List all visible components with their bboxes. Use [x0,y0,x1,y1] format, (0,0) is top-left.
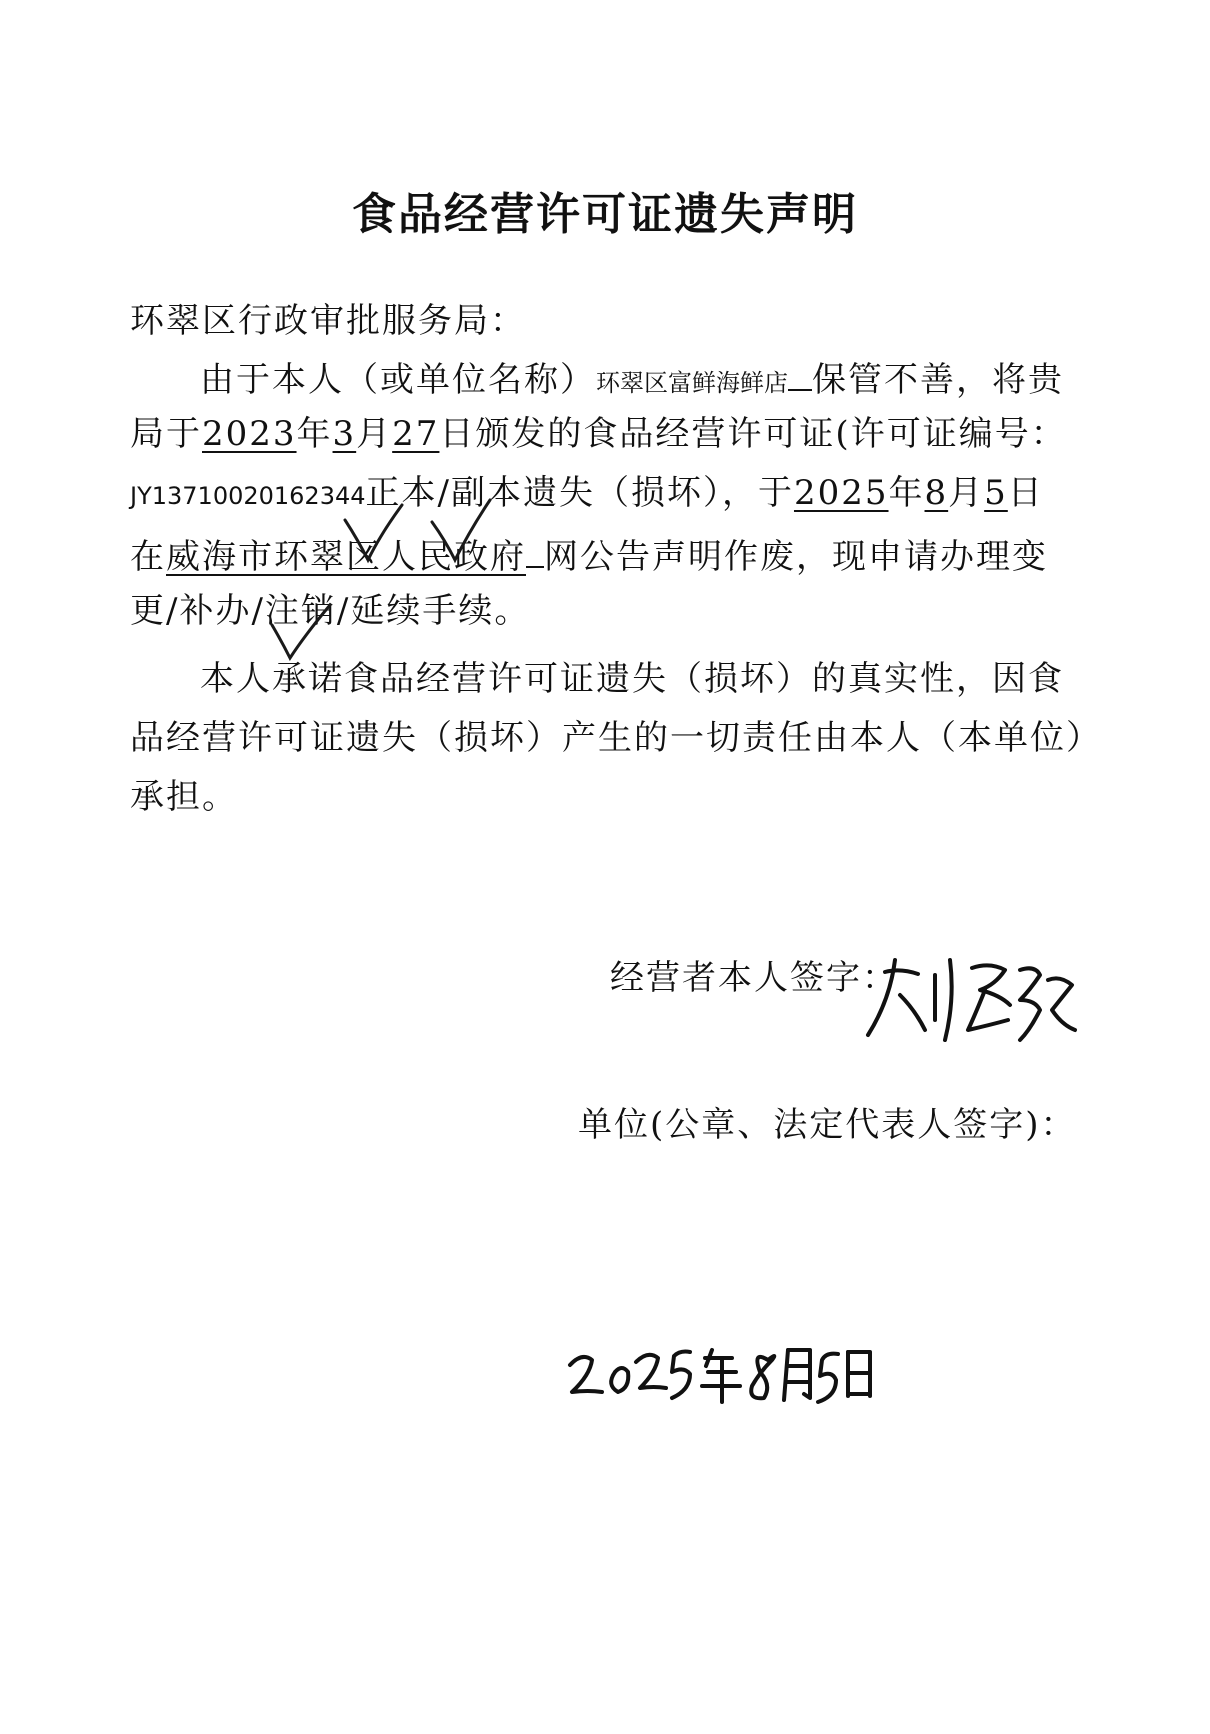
p1-line1 [200,355,1064,403]
p1-line2-text-d: 日颁发的食品经营许可证(许可证编号： [439,414,1067,454]
p1-line1-text-b: 保管不善，将贵 [812,360,1064,400]
p1-line3-text-d: 日 [1007,473,1044,513]
p1-line4-text-b: 网公告声明作废，现申请办理变 [544,537,1048,577]
issue-year: 2023 [202,414,297,454]
p1-line1-text-a: 由于本人（或单位名称） [200,360,596,400]
license-number: JY13710020162344 [130,482,366,510]
issue-month: 3 [332,414,357,454]
p1-line5: 更/补办/注销/延续手续。 [130,591,531,631]
p1-line3-text-c: 月 [948,473,985,513]
signature-label: 经营者本人签字： [610,958,898,998]
document-title: 食品经营许可证遗失声明 [352,189,858,240]
p2-line1: 本人承诺食品经营许可证遗失（损坏）的真实性，因食 [200,659,1064,699]
loss-day: 5 [984,473,1008,513]
place-blank-underline [526,532,544,568]
unit-seal-label: 单位(公章、法定代表人签字)： [578,1105,1077,1145]
p1-line4-text-a: 在 [130,537,166,577]
p1-line2-text-c: 月 [356,414,393,454]
p1-line2 [130,414,1067,454]
p1-line2-text-b: 年 [296,414,333,454]
p1-line3-text-b: 年 [888,473,925,513]
p1-line4 [130,532,1048,577]
p2-line3: 承担。 [130,777,238,817]
issue-day: 27 [392,414,440,454]
business-name: 环翠区富鲜海鲜店 [596,369,788,397]
p1-line2-text-a: 局于 [130,414,202,454]
handwritten-signature-icon [868,960,1075,1040]
announcement-place: 威海市环翠区人民政府 [166,537,526,577]
p2-line2: 品经营许可证遗失（损坏）产生的一切责任由本人（本单位） [130,718,1102,758]
name-blank-underline [788,355,812,391]
handwritten-date-icon [570,1350,870,1402]
addressee: 环翠区行政审批服务局： [130,301,526,341]
p1-line3 [130,473,1044,516]
loss-month: 8 [924,473,949,513]
loss-year: 2025 [793,473,889,513]
p1-line3-text-a: 正本/副本遗失（损坏），于 [365,473,794,513]
